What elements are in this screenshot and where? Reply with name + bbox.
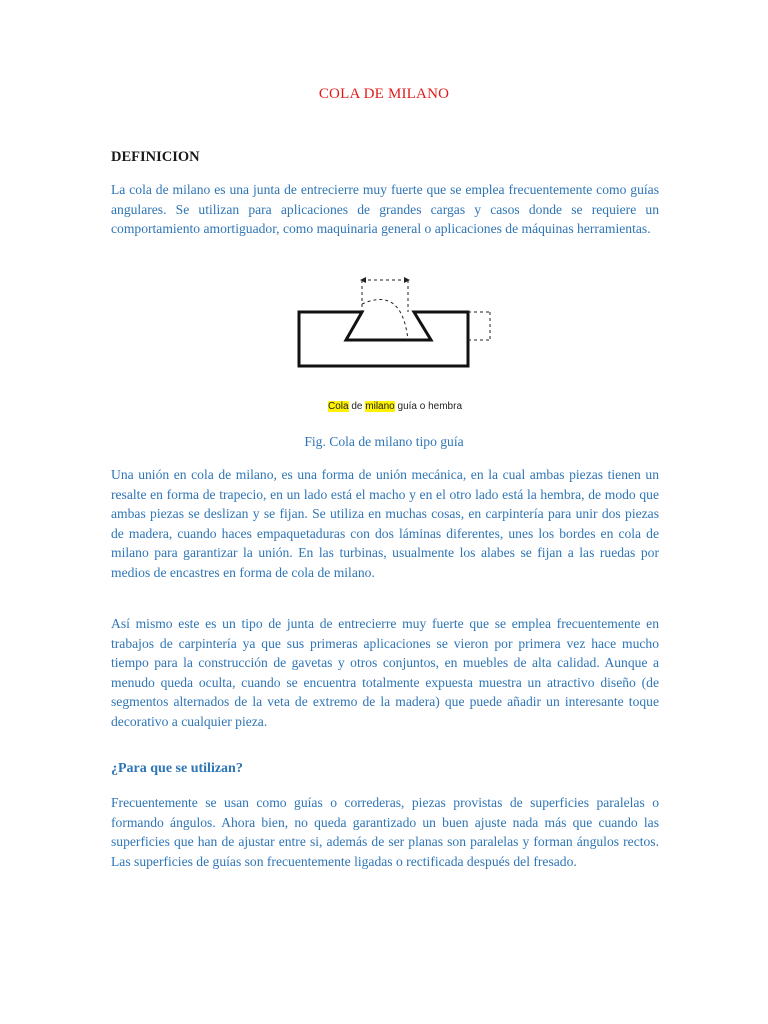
dovetail-figure	[280, 268, 510, 418]
figure-label-de: de	[348, 401, 366, 412]
paragraph-uses: Frecuentemente se usan como guías o correderas, piezas provistas de superficies paralelas o formando ángulos. Ahora bien, no queda garantizado un buen ajuste nada más que cuando las superficies que han de ajustar entre si, además de ser planas son paralelas y forman ángulos rectos. Las superficies de guías son frecuentemente ligadas o rectificada después del fresado.	[111, 795, 659, 869]
section-heading-definicion: DEFINICION	[111, 149, 200, 165]
figure-label-highlight-milano: milano	[365, 401, 395, 412]
paragraph-carpentry: Así mismo este es un tipo de junta de entrecierre muy fuerte que se emplea frecuentemente en trabajos de carpintería ya que sus primeras aplicaciones se vieron por primera vez hace mucho tiempo para la construcción de gavetas y otros conjuntos, en muebles de alta calidad. Aunque a menudo queda oculta, cuando se encuentra totalmente expuesta muestra un atractivo diseño (de segmentos alternados de la veta de extremo de la madera) que puede añadir un interesante toque decorativo a cualquier pieza.	[111, 616, 659, 729]
dovetail-guide-outline	[299, 312, 468, 366]
paragraph-union: Una unión en cola de milano, es una forma de unión mecánica, en la cual ambas piezas tienen un resalte en forma de trapecio, en un lado está el macho y en el otro lado está la hembra, de modo que ambas piezas se deslizan y se fijan. Se utiliza en muchas cosas, en carpintería para unir dos piezas de madera, cuando haces empaquetaduras con dos láminas diferentes, unes los bordes en cola de milano para garantizar la unión. En las turbinas, usualmente los alabes se fijan a las ruedas por medios de encastres en forma de cola de milano.	[111, 467, 659, 580]
figure-label-highlight-cola: Cola	[328, 401, 349, 412]
section-heading-uses: ¿Para que se utilizan?	[111, 761, 243, 776]
figure-label	[280, 401, 510, 412]
paragraph-definition: La cola de milano es una junta de entrecierre muy fuerte que se emplea frecuentemente como guías angulares. Se utilizan para aplicaciones de grandes cargas y casos donde se requiere un comportamiento amortiguador, como maquinaria general o aplicaciones de máquinas herramientas.	[111, 182, 659, 236]
document-title: COLA DE MILANO	[318, 86, 450, 102]
figure-label-rest: guía o hembra	[394, 401, 462, 412]
dovetail-diagram	[280, 268, 510, 398]
figure-caption: Fig. Cola de milano tipo guía	[304, 434, 464, 449]
